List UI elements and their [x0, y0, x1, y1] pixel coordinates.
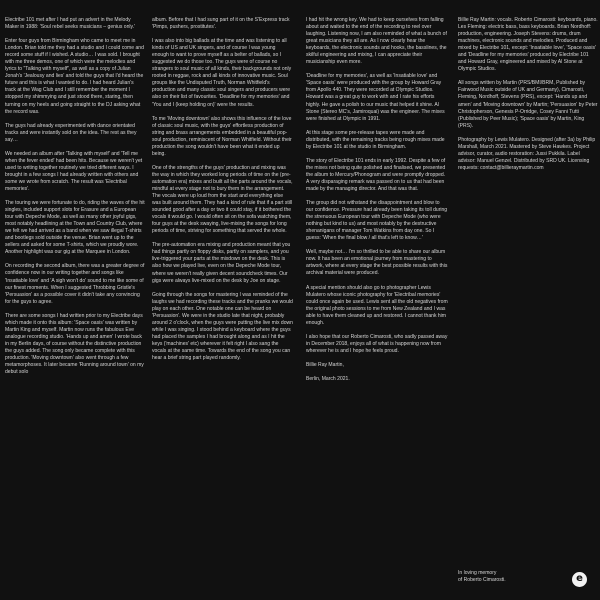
- paragraph: The group did not withstand the disappointment and blow to our confidence. Pressure had already been taking its toll during the strenuous European tour with Depeche Mode (who were nothing but kind to us) and most notably by the destructive shenanigans of manager Tom Watkins from day one. So I guess: 'When the final blow / all that's left to know…': [306, 200, 448, 242]
- paragraph: One of the strengths of the guys' production and mixing was the way in which they worked long periods of time on the (pre-automation era) mixes and built all the parts around the vocals, mindful at every stage not to bury them in the arrangement. The vocals were up loud from the start and everything else was built around them. They had a kind of rule that if a part still sounded good after a day or two it could stay, if it bothered the vocals it would go. I would often sit on the sofa watching them, four guys at the desk swaying, live-mixing the songs for long periods of time, striving for something that served the whole.: [152, 164, 293, 235]
- dedication: [458, 570, 588, 584]
- column-3: [306, 17, 448, 600]
- column-1: [5, 17, 145, 600]
- paragraph: album. Before that I had sung part of it on the S'Express track 'Pimps, pushers, prostitutes'.: [152, 17, 290, 31]
- column-2: [152, 17, 293, 600]
- signature-name: Billie Ray Martin,: [306, 361, 344, 368]
- paragraph: The touring we were fortunate to do, riding the waves of the hit singles, included support slots for Erasure and a European tour with Depeche Mode, as well as many other joyful gigs, most notably headlining at the Town and Country Club, where we felt we had arrived as a band when we saw illegal T-shirts and bootlegs sold outside the venue. Brian went up to the sellers and asked for some T-shirts, which we proudly wore. Another highlight was our gig at the Marquee in London.: [5, 200, 145, 256]
- paragraph: On recording the second album, there was a greater degree of confidence now in our writing together and songs like 'Insatiable love' and 'A sigh won't do' sound to me like some of our finest moments. When I suggested Throbbing Gristle's 'Persuasion' as a possible cover it didn't take any convincing for the guys to agree.: [5, 263, 145, 305]
- paragraph: Enter four guys from Birmingham who came to meet me in London. Brian told me they had a studio and I could come and record some stuff if I wished. A studio… I was sold. I brought with me three demos, one of which were the melodies and lyrics to "Talking with myself", as well as a copy of Julian Jonah's 'Jealousy and lies' and told the guys that I'd heard the future and this is what I wanted to do. I had heard Julian's track at the Wag Club and I still remember the moment I stopped my shimmying and just stood there, staring, then turning on my heels and going straight to the DJ asking what the record was.: [5, 38, 144, 115]
- dedication-line: of Roberto Cimarosti.: [458, 577, 506, 584]
- paragraph: There are some songs I had written prior to my Electribe days which made it onto this album: 'Space oasis' was written by Martin King and myself. Martin now runs the fabulous Eve analogue recording studio. 'Hands up and amen' I wrote back in my Berlin days, of course without the distinctive production the guys added. The song only became complete with this production. 'Moving downtown' also went through a few metamorphoses. It later became 'Running around town' on my debut solo: [5, 312, 144, 376]
- paragraph: To me 'Moving downtown' also shows this influence of the love of classic soul music, with the guys' effortless production of string and brass arrangements embedded in a beautiful pop-soul production, reminiscent of Norman Whitfield. Without their production the song wouldn't have been what it ended up being.: [152, 115, 292, 157]
- paragraph: A special mention should also go to photographer Lewis Mulatero whose iconic photography for 'Electribal memories' could once again be used. Lewis sent all the old negatives from the original photo sessions to me from New Zealand and I was able to have them cleaned up and restored. I cannot thank him enough.: [306, 284, 448, 326]
- column-4-credits: [458, 17, 598, 600]
- paragraph: Going through the songs for mastering I was reminded of the laughs we had recording these tracks and the pranks we would play on each other. One notable one can be heard on 'Persuasion'. We were in the studio late that night, probably around 2 o'clock, when the guys were putting the live mix down while I was singing. I stood behind a keyboard where the guys had placed the samples I had brought along and as I hit the keys ('machines' etc) wherever it felt right I also sang the vocals at the same time. Towards the end of the song you can hear a brief string part played randomly.: [152, 291, 293, 362]
- paragraph: The guys had already experimented with dance orientated tracks and were instantly sold on the idea. The rest as they say…: [5, 122, 137, 143]
- paragraph: At this stage some pre-release tapes were made and distributed, with the remaining tracks being rough mixes made by Electribe 101 at the studio in Birmingham.: [306, 129, 445, 150]
- paragraph: I was also into big ballads at the time and was listening to all kinds of US and UK singers, and of course I was young enough to want to prove myself as a belter of ballads, so I suggested we do those too. The guys were of course no strangers to soul music of all kinds, their backgrounds not only rooted in reggae, rock and all kinds of innovative music. Soul groups like the Undisputed Truth, Norman Whitfield's production and many classic soul singers and producers were also on their list of favourites. 'Deadline for my memories' and 'You and I (keep holding on)' were the results.: [152, 38, 292, 108]
- credits-paragraph: Billie Ray Martin: vocals. Roberto Cimarosti: keyboards, piano. Les Fleming: electric bass, bass keyboards. Brian Nordhoff: production, engineering. Joseph Stevens: drums, drum machines, electronic sounds and melodies. Produced and mixed by Electribe 101, except: 'Insatiable love', 'Space oasis' and 'Deadline for my memories' produced by Electribe 101 and Howard Gray, engineered and mixed by Al Stone at Olympic Studios.: [458, 17, 598, 73]
- label-logo-icon: e: [572, 572, 587, 587]
- paragraph: We needed an album after 'Talking with myself' and 'Tell me when the fever ended' had been hits. Because we weren't yet used to writing together routinely we tried different ways. I brought in a few songs I had already written with others and some we wrote from scratch. The result was 'Electribal memories'.: [5, 150, 143, 192]
- paragraph: The pre-automation era mixing and production meant that you had things partly on floppy disks, partly on samplers, and you live-triggered your parts at the mixdown on the desk. This is also how we played live, even on the Depeche Mode tour, where we weren't really given decent soundcheck times. Our gigs were always live-mixed on the desk by Joe on stage.: [152, 242, 291, 284]
- paragraph: I had hit the wrong key. We had to keep ourselves from falling about and waited to the end of the recording to reel over laughing. Listening now, I am also reminded of what a bunch of great musicians they all are. As I now clearly hear the keyboards, the electronic sounds and hooks, the basslines, the skilful engineering and mixing, I can appreciate their musicianship even more.: [306, 17, 447, 66]
- paragraph: I also hope that our Roberto Cimarosti, who sadly passed away in December 2018, enjoys all of what is happening now from wherever he is and I hope he feels proud.: [306, 333, 448, 354]
- paragraph: Well, maybe not… I'm so thrilled to be able to share our album now. It has been an emotional journey from mastering to artwork, where at every stage the best possible results with this archival material were produced.: [306, 249, 448, 277]
- dedication-line: In loving memory: [458, 570, 497, 576]
- paragraph: The story of Electribe 101 ends in early 1992. Despite a few of the mixes not being quite polished and finalised, we presented the album to Mercury/Phonogram and were promptly dropped. A very disparaging remark was passed on to us that had been made by the managing director. And that was that.: [306, 157, 446, 192]
- paragraph: Electribe 101 met after I had put an advert in the Melody Maker in 1988: 'Soul rebel seeks musicians – genius only.': [5, 17, 136, 31]
- signature-place-date: Berlin, March 2021.: [306, 375, 350, 382]
- credits-paragraph: Photography by Lewis Mulatero. Designed (after 3a) by Philip Marshall, March 2021. Mastered by Steve Hawkes. Project advisor, curator, audio restoration: Jussi Pukkila. Label advisor: Manuel Genzel. Distributed by SRD UK. Licensing requests: contact@billieraymartin.com: [458, 136, 596, 171]
- paragraph: 'Deadline for my memories', as well as 'Insatiable love' and 'Space oasis' were produced with the group by Howard Gray from Apollo 440. They were recorded at Olympic Studios. Howard was a great guy to work with and I rate his efforts highly. He gave a polish to our music that helped it shine. Al Stone (Stereo MC's, Jamiroquai) was the engineer. The mixes were finished at Olympic in 1991.: [306, 73, 445, 122]
- credits-paragraph: All songs written by Martin (PRS/BMI/BRM, Published by Fairwood Music outside of UK and Germany), Cimarosti, Fleming, Nordhoff, Stevens (PRS), except: 'Hands up and amen' and 'Moving downtown' by Martin; 'Persuasion' by Peter Christopherson, Genesis P-Orridge, Cosey Fanni Tutti (Published by Peer Music); 'Space oasis' by Martin, King (PRS).: [458, 80, 598, 129]
